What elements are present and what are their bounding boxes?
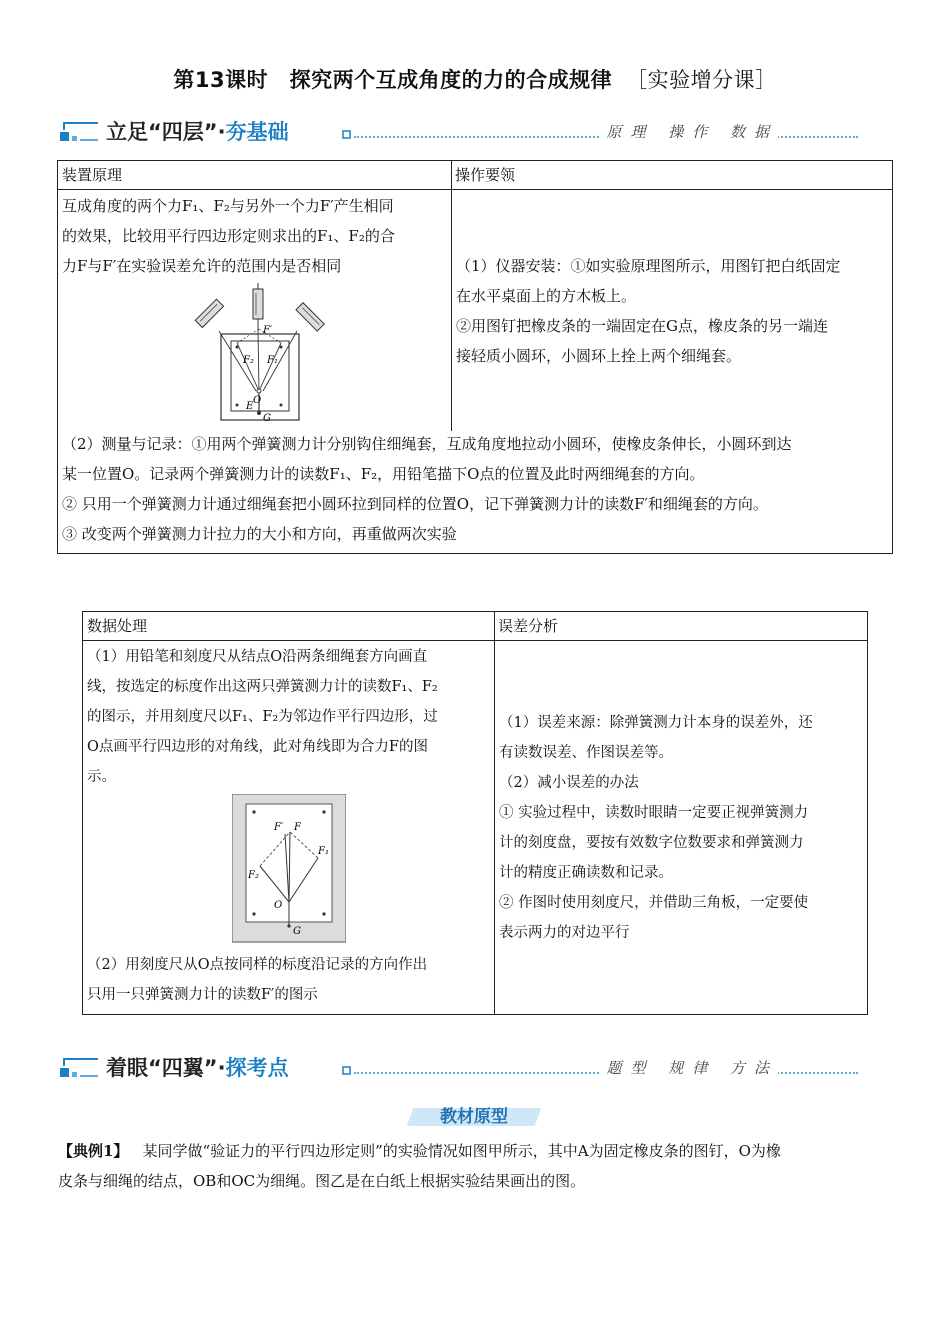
example-line-1	[58, 1136, 898, 1166]
text-line: ②用图钉把橡皮条的一端固定在G点，橡皮条的另一端连	[456, 317, 828, 335]
text-line: 力F与F′在实验误差允许的范围内是否相同	[62, 257, 342, 275]
header-operation: 操作要领	[451, 161, 892, 190]
text-line: O点画平行四边形的对角线，此对角线即为合力F的图	[87, 739, 428, 755]
square-icon	[342, 130, 352, 140]
label-f: F	[294, 822, 301, 833]
process-text-2	[87, 950, 493, 1010]
spring-scale-right	[296, 303, 324, 331]
label-g: G	[263, 413, 271, 423]
text-line: ① 实验过程中，读数时眼睛一定要正视弹簧测力	[499, 805, 809, 821]
label-o: O	[274, 900, 283, 911]
section-label-text: 教材原型	[440, 1107, 508, 1127]
install-text	[456, 251, 892, 371]
text-line: 接轻质小圆环，小圆环上拴上两个细绳套。	[456, 347, 742, 365]
label-f-prime: F′	[263, 325, 273, 336]
text-line: （2）测量与记录：①用两个弹簧测力计分别钩住细绳套，互成角度地拉动小圆环，使橡皮条伸长，小圆环到达	[62, 435, 792, 453]
page-title	[0, 64, 950, 94]
text-line: （1）仪器安装：①如实验原理图所示，用图钉把白纸固定	[456, 257, 841, 275]
principle-operation-table	[57, 160, 893, 554]
banner-keywords: 题型 规律 方法	[600, 1057, 778, 1078]
square-icon	[342, 1066, 352, 1076]
text-line: 的图示，并用刻度尺以F₁、F₂为邻边作平行四边形，过	[87, 709, 438, 725]
text-line: 只用一只弹簧测力计的读数F′的图示	[87, 987, 318, 1003]
title-main: 第13课时 探究两个互成角度的力的合成规律	[173, 68, 613, 92]
banner-highlight: 探考点	[225, 1056, 289, 1080]
text-line: （2）用刻度尺从O点按同样的标度沿记录的方向作出	[87, 957, 428, 973]
text-line: 示。	[87, 769, 116, 785]
banner-heading	[106, 116, 289, 146]
text-line: 互成角度的两个力F₁、F₂与另外一个力F′产生相同	[62, 197, 394, 215]
table-divider	[451, 161, 452, 431]
header-principle: 装置原理	[58, 161, 451, 190]
header-error-analysis: 误差分析	[494, 612, 867, 641]
section-label-textbook	[410, 1102, 538, 1128]
label-f1: F₁	[267, 355, 278, 366]
principle-text	[62, 191, 450, 281]
label-f-prime: F′	[274, 822, 284, 833]
text-line: 在水平桌面上的方木板上。	[456, 287, 637, 305]
header-data-processing: 数据处理	[83, 612, 494, 641]
parallelogram-figure	[232, 794, 346, 944]
text-line: 计的精度正确读数和记录。	[499, 865, 673, 881]
text-line: 皮条与细绳的结点，OB和OC为细绳。图乙是在白纸上根据实验结果画出的图。	[58, 1172, 586, 1190]
banner-decor-icon	[58, 1056, 102, 1082]
table-divider	[494, 612, 495, 1014]
wood-board	[221, 334, 299, 420]
spring-scale-left	[195, 299, 223, 327]
text-line: 计的刻度盘，要按有效数字位数要求和弹簧测力	[499, 835, 804, 851]
label-f2: F₂	[248, 870, 259, 881]
label-f1: F₁	[318, 846, 329, 857]
text-line: ③ 改变两个弹簧测力计拉力的大小和方向，再重做两次实验	[62, 525, 457, 543]
banner-prefix: 着眼“四翼”·	[106, 1056, 226, 1080]
banner-prefix: 立足“四层”·	[106, 120, 226, 144]
text-line: （1）误差来源：除弹簧测力计本身的误差外，还	[499, 715, 813, 731]
text-line: 有读数误差、作图误差等。	[499, 745, 673, 761]
text-line: 某同学做“验证力的平行四边形定则”的实验情况如图甲所示，其中A为固定橡皮条的图钉，O为橡	[142, 1142, 781, 1160]
banner-decor-icon	[58, 120, 102, 146]
banner-highlight: 夯基础	[225, 120, 289, 144]
text-line: 线，按选定的标度作出这两只弹簧测力计的读数F₁、F₂	[87, 679, 438, 695]
banner-keywords: 原理 操作 数据	[600, 121, 778, 142]
label-f2: F₂	[243, 355, 254, 366]
text-line: ② 只用一个弹簧测力计通过细绳套把小圆环拉到同样的位置O，记下弹簧测力计的读数F′和细绳套的方向。	[62, 495, 768, 513]
example-label: 【典例1】	[58, 1142, 129, 1160]
text-line: 表示两力的对边平行	[499, 925, 630, 941]
text-line: ② 作图时使用刻度尺，并借助三角板，一定要使	[499, 895, 809, 911]
label-o: O	[253, 395, 262, 406]
text-line: 某一位置O。记录两个弹簧测力计的读数F₁、F₂，用铅笔描下O点的位置及此时两细绳套的方向。	[62, 465, 705, 483]
section-banner-basics	[58, 116, 858, 146]
process-text-1	[87, 642, 493, 792]
title-tag: ［实验增分课］	[626, 68, 777, 92]
banner-heading	[106, 1052, 289, 1082]
label-g: G	[293, 926, 301, 937]
apparatus-figure	[183, 281, 333, 423]
label-e: E	[246, 401, 254, 412]
text-line: （1）用铅笔和刻度尺从结点O沿两条细绳套方向画直	[87, 649, 428, 665]
text-line: （2）减小误差的办法	[499, 775, 639, 791]
error-text	[499, 708, 867, 948]
measure-text	[62, 429, 892, 549]
spring-scale-top	[253, 283, 263, 331]
section-banner-exam-points	[58, 1052, 858, 1082]
example-1	[58, 1136, 898, 1196]
text-line: 的效果，比较用平行四边形定则求出的F₁、F₂的合	[62, 227, 395, 245]
data-error-table	[82, 611, 868, 1015]
